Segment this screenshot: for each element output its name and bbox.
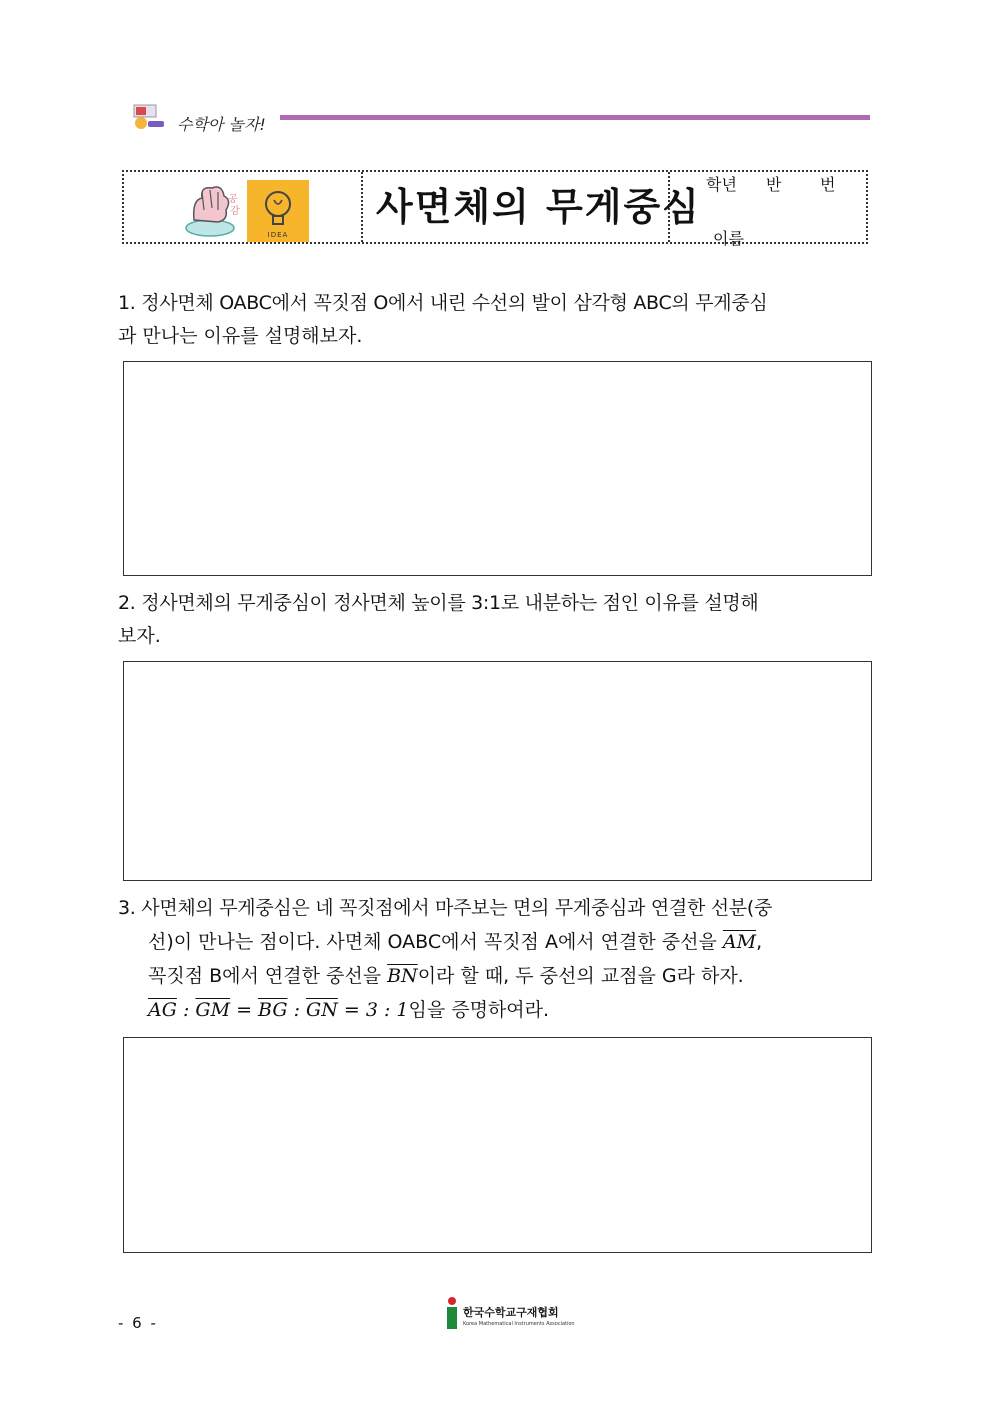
- header-title: 수학아 놀자!: [177, 115, 266, 134]
- question-3-line: [118, 925, 874, 959]
- student-info-row: [706, 172, 835, 195]
- answer-box-1[interactable]: [123, 361, 872, 576]
- segment-gm: $\overline{GM}$: [195, 999, 231, 1021]
- segment-ag: $\overline{AG}$: [148, 999, 177, 1021]
- answer-box-2[interactable]: [123, 661, 872, 881]
- question-2-line: 보자.: [118, 625, 161, 647]
- question-3-text: 임을 증명하여라.: [408, 999, 550, 1021]
- page-number: - 6 -: [118, 1314, 158, 1332]
- worksheet-title: 사면체의 무게중심: [376, 185, 701, 229]
- question-3-text: 꼭짓점 B에서 연결한 중선을: [148, 965, 388, 987]
- answer-box-3[interactable]: [123, 1037, 872, 1253]
- question-3-line: [118, 993, 874, 1027]
- question-3-text: ,: [756, 931, 763, 953]
- name-label: 이름: [713, 229, 744, 248]
- segment-bg: $\overline{BG}$: [258, 999, 288, 1021]
- question-3-text: 선)이 만나는 점이다. 사면체 OABC에서 꼭짓점 A에서 연결한 중선을: [148, 931, 723, 953]
- question-3-line: 3. 사면체의 무게중심은 네 꼭짓점에서 마주보는 면의 무게중심과 연결한 선분(중: [118, 897, 773, 919]
- header-rule: [280, 115, 870, 120]
- question-3-text: 이라 할 때, 두 중선의 교점을 G라 하자.: [417, 965, 744, 987]
- ratio-colon: :: [176, 999, 196, 1021]
- association-name: 한국수학교구재협회: [463, 1306, 559, 1319]
- equals-sign: =: [230, 999, 259, 1021]
- segment-gn: $\overline{GN}$: [306, 999, 338, 1021]
- svg-text:공: 공: [228, 194, 238, 205]
- association-subtitle: Korea Mathematical Instruments Association: [463, 1321, 575, 1327]
- segment-bn: $\overline{BN}$: [387, 965, 418, 987]
- grade-label: 학년: [706, 175, 737, 194]
- segment-am: $\overline{AM}$: [722, 931, 757, 953]
- svg-text:감: 감: [230, 206, 240, 217]
- number-label: 번: [820, 175, 836, 194]
- question-1-line: 1. 정사면체 OABC에서 꼭짓점 O에서 내린 수선의 발이 삼각형 ABC의 무게중심: [118, 292, 768, 314]
- ratio-value: = 3 : 1: [337, 999, 409, 1021]
- question-3-line: [118, 959, 874, 993]
- question-3: [118, 891, 874, 1027]
- question-2: [118, 587, 874, 653]
- idea-label: IDEA: [267, 231, 289, 239]
- question-1-line: 과 만나는 이유를 설명해보자.: [118, 325, 363, 347]
- question-2-line: 2. 정사면체의 무게중심이 정사면체 높이를 3:1로 내분하는 점인 이유를 설명해: [118, 592, 759, 614]
- ratio-colon: :: [287, 999, 307, 1021]
- question-1: [118, 287, 874, 353]
- title-divider: [361, 172, 363, 242]
- header-logo-icon: [132, 103, 166, 133]
- class-label: 반: [766, 175, 782, 194]
- brain-icon: [182, 180, 244, 238]
- association-logo-icon: [444, 1296, 460, 1330]
- idea-bulb-icon: [247, 180, 309, 242]
